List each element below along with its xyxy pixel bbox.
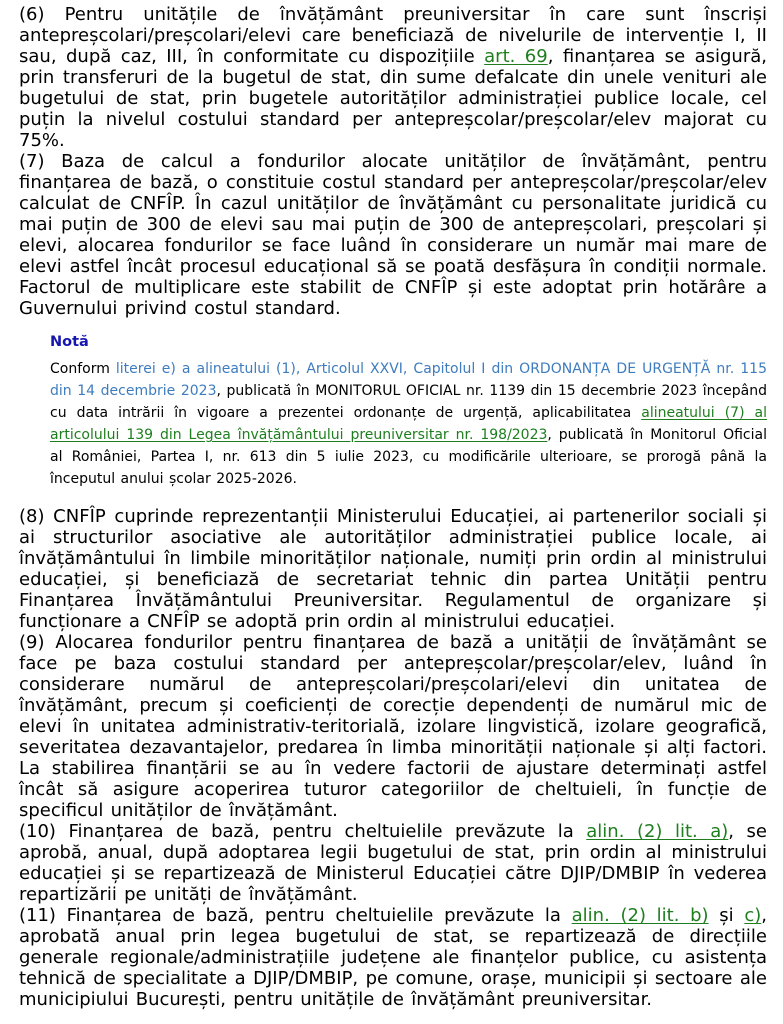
paragraph-8 (19, 506, 767, 632)
note-text: Conform (50, 361, 116, 377)
paragraph-7-text: (7) Baza de calcul a fondurilor alocate unităților de învățământ, pentru finanțarea de bază, o constituie costul standard per antepreșcolar/preșcolar/elev calculat de CNFÎP. În cazul unităților de învățământ cu personalitate juridică cu mai puțin de 300 de elevi sau mai puțin de 300 de antepreșcolari, preșcolari și elevi, alocarea fondurilor se face luând în considerare un număr mai mare de elevi astfel încât procesul educațional să se poată desfășura în condiții normale. Factorul de multiplicare este stabilit de CNFÎP și este adoptat prin hotărâre a Guvernului privind costul standard. (19, 151, 767, 319)
paragraph-11 (19, 905, 767, 1010)
paragraph-10 (19, 821, 767, 905)
paragraph-6-text-cont: , finanțarea se asigură, prin transferuri de la bugetul de stat, din sume defalcate din unele venituri ale bugetului de stat, prin bugetele autorităților administrației publice locale, cel puțin la nivelul costului standard per antepreșcolar/preșcolar/elev majorat cu 75%. (19, 46, 767, 151)
note-text-cont: , publicată în MONITORUL OFICIAL nr. 1139 din 15 decembrie 2023 începând cu data intrării în vigoare a prezentei ordonanțe de urgență, aplicabilitatea (50, 383, 767, 421)
paragraph-7 (19, 151, 767, 319)
paragraph-6-text: (6) Pentru unitățile de învățământ preuniversitar în care sunt înscriși antepreșcolari/preșcolari/elevi care beneficiază de nivelurile de intervenție I, II sau, după caz, III, în conformitate cu dispozițiile (19, 4, 767, 67)
paragraph-6 (19, 4, 767, 151)
paragraph-11-text: (11) Finanțarea de bază, pentru cheltuielile prevăzute la (19, 905, 572, 926)
paragraph-10-text: (10) Finanțarea de bază, pentru cheltuielile prevăzute la (19, 821, 587, 842)
note-body (50, 358, 767, 490)
paragraph-9 (19, 632, 767, 821)
paragraph-11-text-mid: și (708, 905, 745, 926)
link-alin-2-lit-a[interactable]: alin. (2) lit. a) (586, 821, 729, 842)
note-heading: Notă (50, 334, 89, 350)
paragraph-10-text-cont: , se aprobă, anual, după adoptarea legii bugetului de stat, prin ordin al ministrului educației și se repartizează de Ministerul Educației către DJIP/DMBIP în vederea repartizării pe unități de învățământ. (19, 821, 767, 905)
link-alin-2-lit-b[interactable]: alin. (2) lit. b) (571, 905, 709, 926)
note-text-end: , publicată în Monitorul Oficial al României, Partea I, nr. 613 din 5 iulie 2023, cu modificările ulterioare, se prorogă până la începutul anului școlar 2025-2026. (50, 427, 767, 487)
paragraph-9-text: (9) Alocarea fondurilor pentru finanțarea de bază a unității de învățământ se face pe baza costului standard per antepreșcolar/preșcolar/elev, luând în considerare numărul de antepreșcolari/preșcolari/elevi din unitatea de învățământ, precum și coeficienți de corecție dependenți de numărul mic de elevi în unitatea administrativ-teritorială, izolare lingvistică, izolare geografică, severitatea dezavantajelor, predarea în limba minorității naționale și alți factori. La stabilirea finanțării se au în vedere factorii de ajustare determinați astfel încât să asigure acoperirea tuturor categoriilor de cheltuieli, în funcție de specificul unităților de învățământ. (19, 632, 767, 821)
paragraph-11-text-end: , aprobată anual prin legea bugetului de stat, se repartizează de direcțiile generale regionale/administrațiile județene ale finanțelor publice, cu asistența tehnică de specialitate a DJIP/DMBIP, pe comune, orașe, municipii și sectoare ale municipiului București, pentru unitățile de învățământ preuniversitar. (19, 905, 767, 1010)
note-block (50, 331, 767, 490)
link-art-69[interactable]: art. 69 (484, 46, 548, 67)
link-lit-c[interactable]: c) (744, 905, 762, 926)
link-legea-198-2023-alin-7-art-139[interactable]: alineatului (7) al articolului 139 din Legea învățământului preuniversitar nr. 198/2023 (50, 405, 768, 443)
paragraph-8-text: (8) CNFÎP cuprinde reprezentanții Ministerului Educației, ai partenerilor sociali și ai structurilor asociative ale autorităților administrației publice locale, ai învățământului în limbile minorităților naționale, numiți prin ordin al ministrului educației, și beneficiază de secretariat tehnic din partea Unității pentru Finanțarea Învățământului Preuniversitar. Regulamentul de organizare și funcționare a CNFÎP se adoptă prin ordin al ministrului educației. (19, 506, 767, 632)
reference-oug-115-2023[interactable]: literei e) a alineatului (1), Articolul XXVI, Capitolul I din ORDONANȚA DE URGENȚĂ nr. 115 din 14 decembrie 2023 (50, 361, 767, 399)
